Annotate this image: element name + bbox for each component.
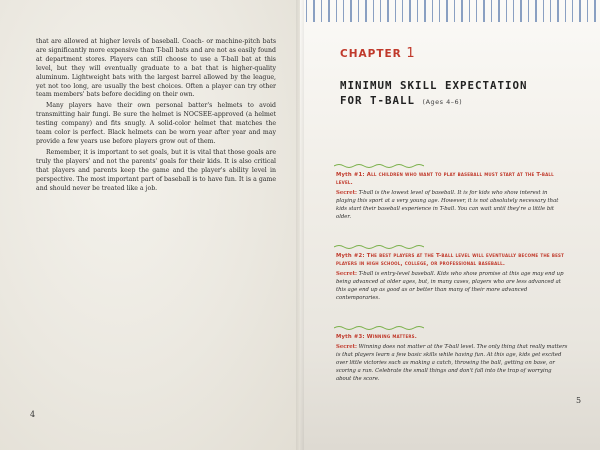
myth-statement [336, 334, 568, 342]
page-number-left: 4 [30, 410, 36, 419]
myth-block-2 [336, 253, 568, 302]
secret-label: Secret: [336, 189, 357, 196]
paragraph: Remember, it is important to set goals, but it is vital that those goals are truly the players' and not the parents' goals for their kids. It is also critical that players and parents keep the game and the player's ability level in perspective. The most important part of baseball is to have fun. It is a game and should never be treated like a job. [36, 148, 276, 192]
title-line-2: FOR T-BALL [340, 94, 416, 107]
myth-statement [336, 253, 568, 269]
myth-text: Winning matters. [366, 334, 417, 340]
decorative-stripes [300, 0, 600, 22]
paragraph: Many players have their own personal batter's helmets to avoid transmitting hair fungi. Be sure the helmet is NOCSEE-approved (a helmet testing company) and fits snugly. A solid-color helmet that matches the team color is perfect. Black helmets can be worn year after year and may provide a few years use before players grow out of them. [36, 102, 276, 145]
myth-text: The best players at the T-ball level will eventually become the best players in high school, college, or professional baseball. [336, 253, 565, 267]
right-page [300, 0, 600, 450]
title-line-1: MINIMUM SKILL EXPECTATION [340, 79, 528, 92]
chapter-heading [340, 46, 416, 61]
secret-statement [336, 271, 568, 303]
myth-label: Myth #2: [336, 253, 365, 259]
secret-text: T-ball is entry-level baseball. Kids who show promise at this age may end up being advanced at older ages, but, in many cases, players who are less advanced at this age end up as good as or better than many of their more advanced contemporaries. [336, 270, 564, 301]
wavy-divider [334, 244, 424, 250]
wavy-divider [334, 325, 424, 331]
chapter-number: 1 [406, 46, 416, 61]
myth-text: All children who want to play baseball must start at the T-ball level. [336, 172, 554, 186]
secret-text: T-ball is the lowest level of baseball. It is for kids who show interest in playing this sport at a very young age. However, it is not absolutely necessary that kids start their baseball experience in T-ball. You can wait until they're a little bit older. [336, 189, 559, 220]
myth-statement [336, 172, 568, 188]
secret-text: Winning does not matter at the T-ball level. The only thing that really matters is that players learn a few basic skills while having fun. At this age, kids get excited over little victories such as making a catch, throwing the ball, getting on base, or scoring a run. Celebrate the small things and don't fall into the trap of worrying about the score. [336, 343, 568, 382]
title-subtitle: (Ages 4–6) [422, 98, 463, 106]
left-body-text [36, 38, 276, 195]
book-gutter [296, 0, 304, 450]
secret-statement [336, 190, 568, 222]
secret-label: Secret: [336, 270, 357, 277]
myth-block-3 [336, 334, 568, 383]
wavy-divider [334, 163, 424, 169]
myth-label: Myth #3: [336, 334, 365, 340]
secret-statement [336, 344, 568, 384]
myth-label: Myth #1: [336, 172, 365, 178]
chapter-label: CHAPTER [340, 48, 402, 60]
chapter-title [340, 78, 580, 110]
page-number-right: 5 [576, 396, 582, 405]
secret-label: Secret: [336, 343, 357, 350]
paragraph: that are allowed at higher levels of baseball. Coach- or machine-pitch bats are significantly more expensive than T-ball bats and are not as easily found at department stores. Players can still choose to use a T-ball bat at this level, but they will eventually graduate to a bat that is higher-quality aluminum. Lightweight bats with the largest barrel allowed by the league, yet not too long, are usually the best choices. Often a player can try other team members' bats before deciding on their own. [36, 38, 276, 99]
myth-block-1 [336, 172, 568, 221]
